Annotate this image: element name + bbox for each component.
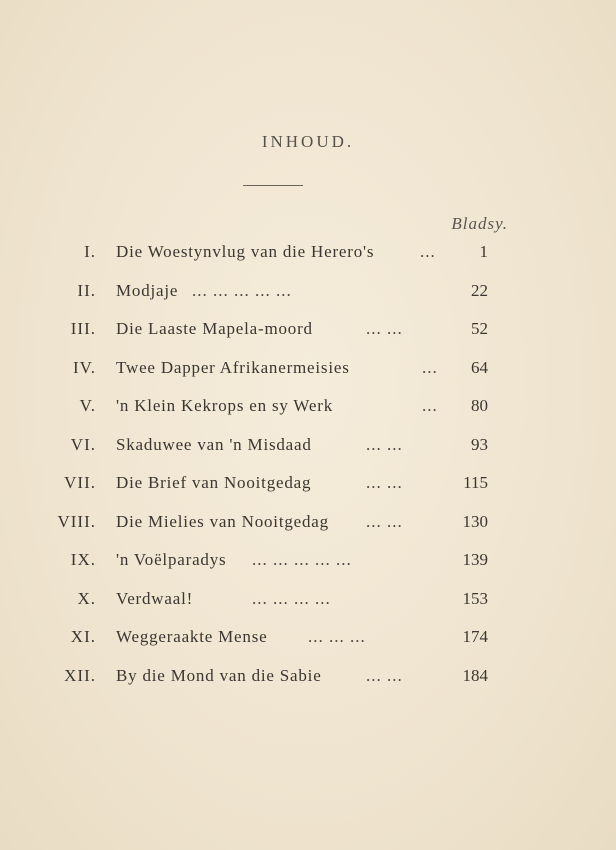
chapter-page: 184 [462, 665, 488, 685]
toc-entry [0, 319, 616, 345]
page-column-label: Bladsy. [451, 214, 508, 233]
dot-leader: ... [422, 396, 438, 415]
chapter-page: 52 [471, 319, 488, 338]
dot-leader: ... ... [366, 434, 403, 454]
toc-entry [0, 281, 616, 307]
chapter-title: 'n Voëlparadys [116, 550, 227, 569]
chapter-title: Weggeraakte Mense [116, 627, 268, 646]
toc-entry [0, 666, 616, 692]
chapter-number: VII. [64, 473, 96, 492]
chapter-number: I. [84, 242, 96, 261]
toc-entry [0, 512, 616, 538]
chapter-title: Die Woestynvlug van die Herero's [116, 242, 375, 261]
dot-leader: ... ... ... [308, 627, 366, 646]
dot-leader: ... ... [366, 473, 403, 492]
toc-entry [0, 473, 616, 499]
chapter-title: Modjaje [116, 280, 179, 300]
dot-leader: ... ... [366, 319, 403, 338]
chapter-title: Twee Dapper Afrikanermeisies [116, 357, 350, 377]
chapter-page: 22 [471, 280, 488, 300]
chapter-title: Die Brief van Nooitgedag [116, 473, 312, 492]
chapter-page: 153 [462, 588, 488, 608]
chapter-title: Die Laaste Mapela-moord [116, 319, 313, 338]
chapter-page: 174 [462, 627, 488, 646]
dot-leader: ... [422, 357, 438, 377]
dot-leader: ... ... ... ... [252, 588, 331, 608]
dot-leader: ... ... ... ... ... [252, 550, 352, 569]
chapter-number: III. [70, 319, 96, 338]
chapter-title: 'n Klein Kekrops en sy Werk [116, 396, 334, 415]
chapter-number: VI. [70, 434, 96, 454]
toc-entry [0, 435, 616, 461]
dot-leader: ... [420, 242, 436, 261]
page-title: INHOUD. [261, 132, 355, 151]
chapter-title: Skaduwee van 'n Misdaad [116, 434, 312, 454]
chapter-number: IX. [70, 550, 96, 569]
chapter-page: 130 [462, 511, 488, 531]
toc-entry [0, 589, 616, 615]
title-divider [243, 185, 303, 186]
chapter-number: XII. [64, 665, 96, 685]
chapter-page: 1 [479, 242, 488, 261]
chapter-number: IV. [73, 357, 96, 377]
toc-entry [0, 627, 616, 653]
chapter-number: VIII. [57, 511, 96, 531]
chapter-page: 64 [471, 357, 488, 377]
chapter-page: 93 [471, 434, 488, 454]
toc-entry [0, 242, 616, 268]
chapter-page: 80 [471, 396, 488, 415]
dot-leader: ... ... ... ... ... [192, 280, 292, 300]
toc-entry [0, 358, 616, 384]
chapter-title: Die Mielies van Nooitgedag [116, 511, 329, 531]
chapter-number: II. [77, 280, 96, 300]
dot-leader: ... ... [366, 665, 403, 685]
chapter-number: V. [79, 396, 96, 415]
chapter-number: XI. [70, 627, 96, 646]
toc-entry [0, 550, 616, 576]
toc-entry [0, 396, 616, 422]
chapter-page: 139 [462, 550, 488, 569]
chapter-title: Verdwaal! [116, 588, 194, 608]
chapter-number: X. [77, 588, 96, 608]
chapter-title: By die Mond van die Sabie [116, 665, 322, 685]
chapter-page: 115 [463, 473, 488, 492]
dot-leader: ... ... [366, 511, 403, 531]
